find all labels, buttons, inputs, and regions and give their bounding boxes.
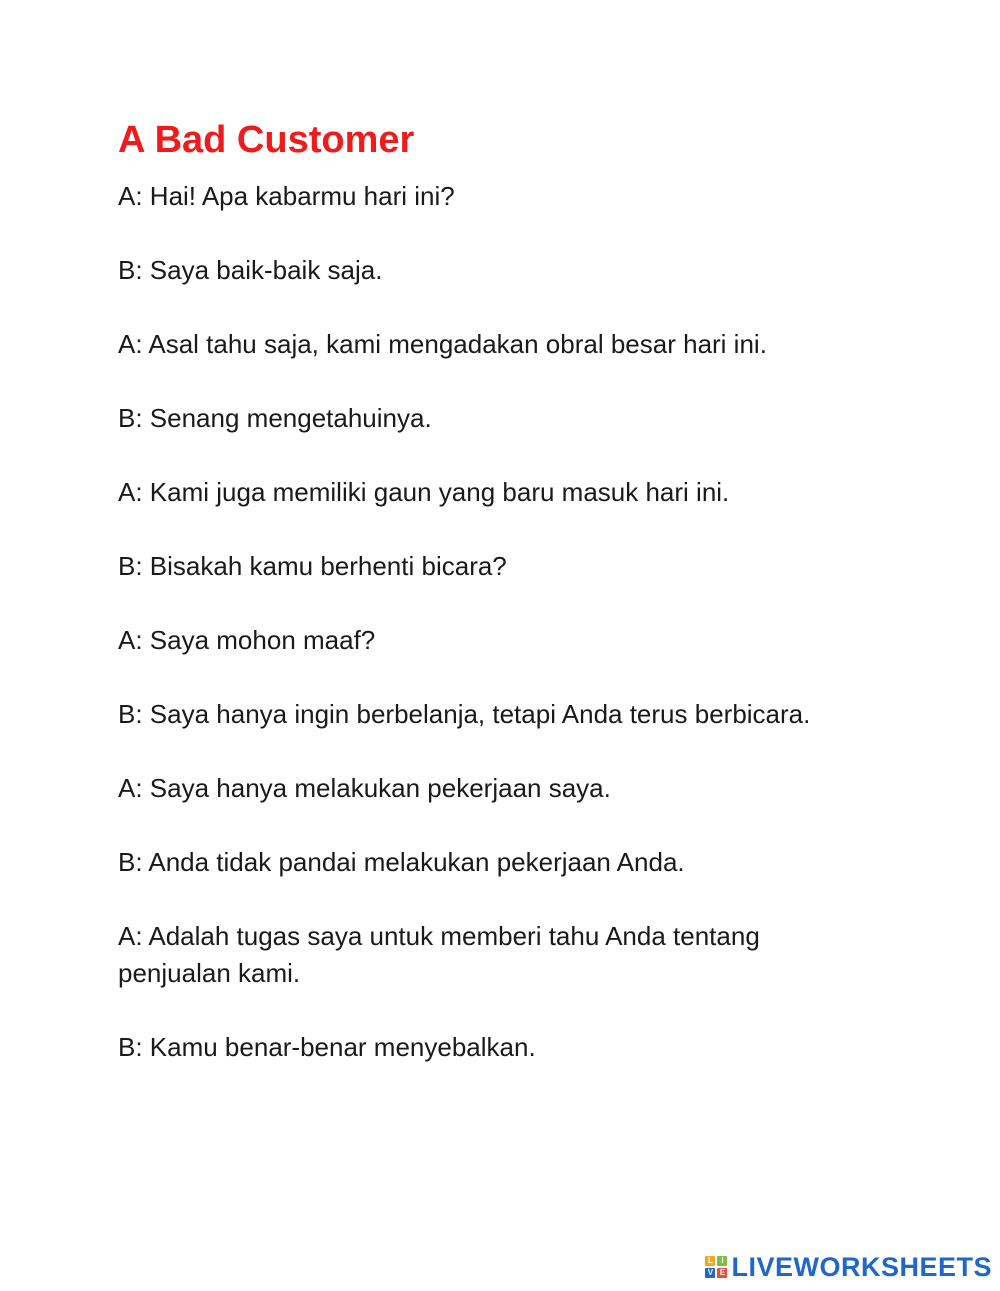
dialogue-line: A: Adalah tugas saya untuk memberi tahu Anda tentang penjualan kami. <box>118 921 760 988</box>
dialogue-list <box>118 178 878 1103</box>
dialogue-line: A: Kami juga memiliki gaun yang baru masuk hari ini. <box>118 477 730 507</box>
dialogue-line: A: Saya mohon maaf? <box>118 625 376 655</box>
dialogue-line: B: Kamu benar-benar menyebalkan. <box>118 1032 536 1062</box>
dialogue-line: A: Asal tahu saja, kami mengadakan obral besar hari ini. <box>118 329 767 359</box>
dialogue-line: B: Saya hanya ingin berbelanja, tetapi Anda terus berbicara. <box>118 699 811 729</box>
logo-square-l: L <box>705 1256 715 1266</box>
dialogue-line: B: Bisakah kamu berhenti bicara? <box>118 551 507 581</box>
logo-square-v: V <box>705 1268 715 1278</box>
dialogue-line: B: Saya baik-baik saja. <box>118 255 383 285</box>
dialogue-line: B: Senang mengetahuinya. <box>118 403 432 433</box>
brand-text: LIVEWORKSHEETS <box>731 1252 992 1282</box>
dialogue-line: A: Saya hanya melakukan pekerjaan saya. <box>118 773 611 803</box>
liveworksheets-watermark <box>705 1251 992 1283</box>
liveworksheets-logo-icon <box>705 1256 727 1278</box>
logo-square-e: E <box>717 1268 727 1278</box>
page-title: A Bad Customer <box>118 119 415 161</box>
logo-square-i: I <box>717 1256 727 1266</box>
dialogue-line: B: Anda tidak pandai melakukan pekerjaan Anda. <box>118 847 685 877</box>
dialogue-line: A: Hai! Apa kabarmu hari ini? <box>118 181 455 211</box>
